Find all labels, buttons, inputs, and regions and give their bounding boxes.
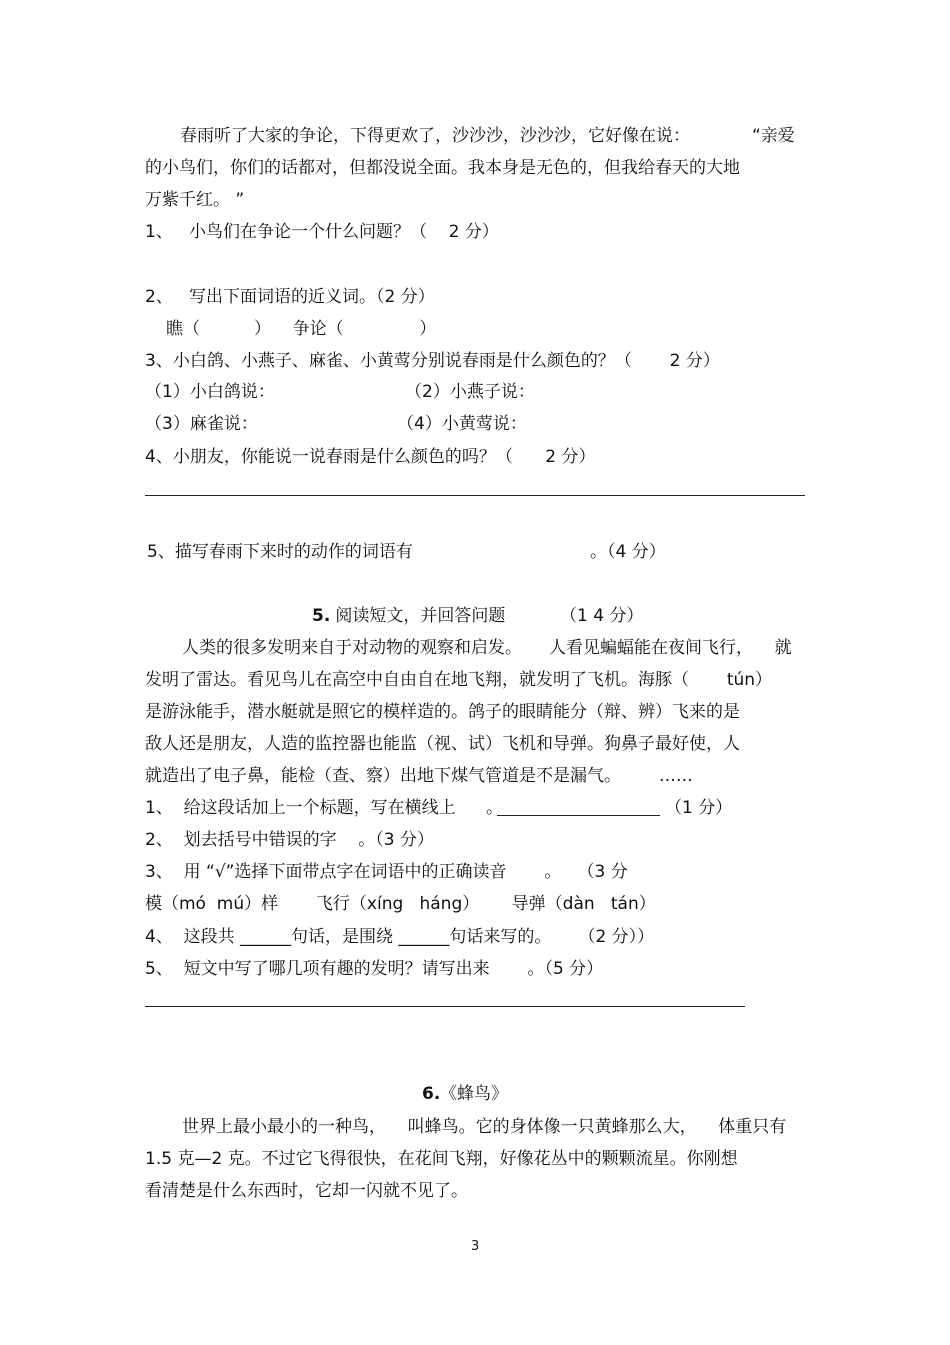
section5-paragraph-line4: 敌人还是朋友，人造的监控器也能监（视、试）飞机和导弹。狗鼻子最好使，人 <box>145 734 740 754</box>
section5-paragraph-line1: 人类的很多发明来自于对动物的观察和启发。 人看见蝙蝠能在夜间飞行， 就 <box>182 638 792 658</box>
passage1-line3: 万紫千红。 ” <box>145 190 245 210</box>
section5-question-5: 5、 短文中写了哪几项有趣的发明？请写出来 。（5 分） <box>145 959 604 979</box>
section6-paragraph-line2: 1.5 克—2 克。不过它飞得很快，在花间飞翔，好像花丛中的颗颗流星。你刚想 <box>145 1149 738 1169</box>
question1-1: 1、 小鸟们在争论一个什么问题？（ 2 分） <box>145 222 499 242</box>
question1-3-option-2: （2）小燕子说： <box>405 382 535 402</box>
answer-line <box>145 495 805 496</box>
passage1-line2: 的小鸟们，你们的话都对，但都没说全面。我本身是无色的，但我给春天的大地 <box>145 158 740 178</box>
section5-heading-score: （1 4 分） <box>560 606 644 626</box>
question1-4: 4、小朋友，你能说一说春雨是什么颜色的吗？（ 2 分） <box>145 447 596 467</box>
title-answer-line <box>497 815 660 816</box>
section5-question-2: 2、 划去括号中错误的字 。（3 分） <box>145 830 434 850</box>
question1-2-words: 瞧（ ） 争论（ ） <box>166 319 437 339</box>
section5-paragraph-line3: 是游泳能手，潜水艇就是照它的模样造的。鸽子的眼睛能分（辩、辨）飞来的是 <box>145 702 740 722</box>
section5-question-1: 1、 给这段话加上一个标题，写在横线上 <box>145 798 456 818</box>
answer-line <box>145 1006 745 1007</box>
section6-paragraph-line1: 世界上最小最小的一种鸟， 叫蜂鸟。它的身体像一只黄蜂那么大， 体重只有 <box>182 1117 787 1137</box>
section5-question-1-score: （1 分） <box>665 798 733 818</box>
section5-question-3: 3、 用 “√”选择下面带点字在词语中的正确读音 。 （3 分 <box>145 862 628 882</box>
section6-heading: 《蜂鸟》 <box>440 1084 508 1104</box>
section6-heading-number: 6. <box>422 1084 441 1104</box>
section5-question-1-period: 。 <box>486 798 503 818</box>
question1-3: 3、小白鸽、小燕子、麻雀、小黄莺分别说春雨是什么颜色的？（ 2 分） <box>145 351 720 371</box>
question1-3-option-4: （4）小黄莺说： <box>397 414 527 434</box>
section5-paragraph-line2: 发明了雷达。看见鸟儿在高空中自由自在地飞翔，就发明了飞机。海豚（ tún） <box>145 670 773 690</box>
question1-5: 5、描写春雨下来时的动作的词语有 <box>147 542 413 562</box>
question1-3-option-3: （3）麻雀说： <box>145 414 258 434</box>
passage1-line1-tail: “亲爱 <box>752 126 795 146</box>
section5-question-3-options: 模（mó mú）样 飞行（xíng háng） 导弹（dàn tán） <box>145 894 656 914</box>
page-number: 3 <box>471 1239 480 1254</box>
section5-paragraph-line5: 就造出了电子鼻，能检（查、察）出地下煤气管道是不是漏气。 …… <box>145 766 693 786</box>
question1-3-option-1: （1）小白鸽说： <box>145 382 275 402</box>
question1-5-score: 。（4 分） <box>590 542 666 562</box>
section5-question-4: 4、 这段共 ______句话，是围绕 ______句话来写的。 （2 分）） <box>145 927 655 947</box>
section5-heading-number: 5. <box>312 606 331 626</box>
section5-heading: 阅读短文，并回答问题 <box>330 606 506 626</box>
question1-2: 2、 写出下面词语的近义词。（2 分） <box>145 287 435 307</box>
section6-paragraph-line3: 看清楚是什么东西时，它却一闪就不见了。 <box>145 1181 468 1201</box>
passage1-line1: 春雨听了大家的争论，下得更欢了，沙沙沙，沙沙沙，它好像在说： <box>180 126 690 146</box>
